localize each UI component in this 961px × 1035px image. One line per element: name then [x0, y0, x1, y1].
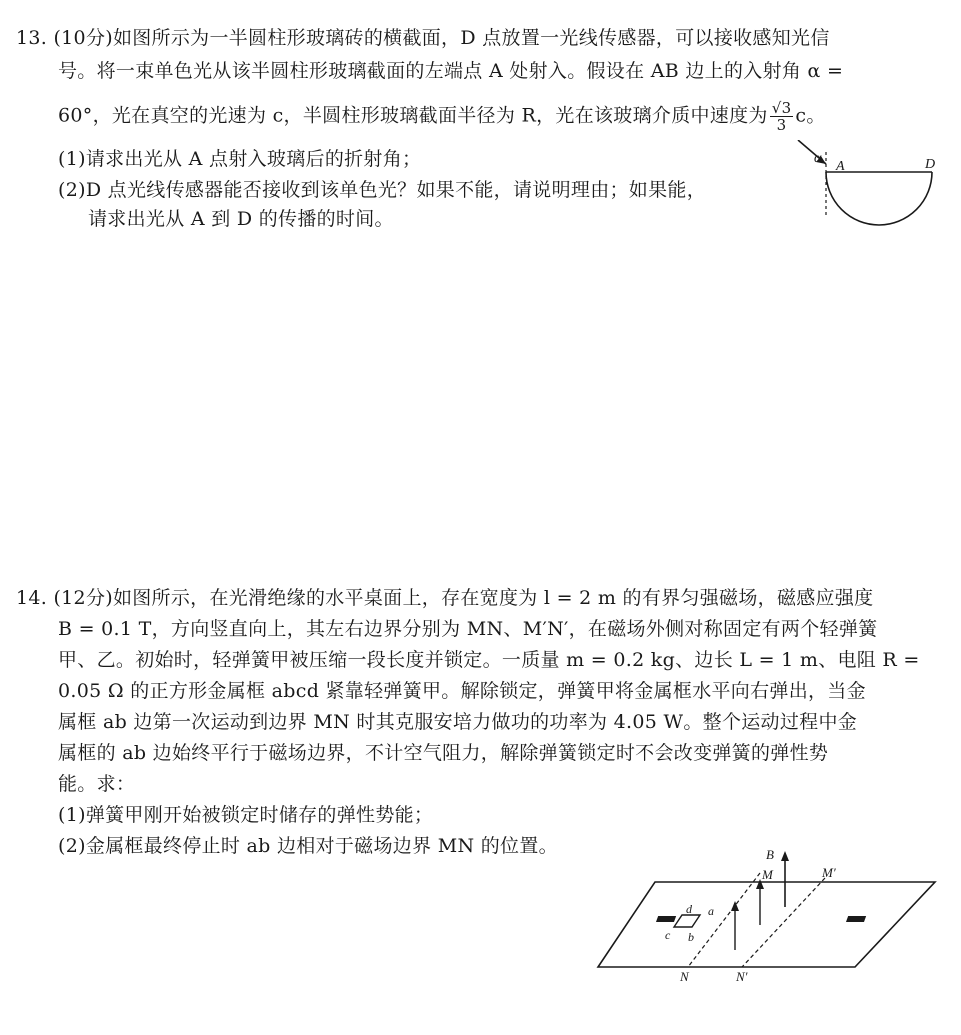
fraction-numerator: √3 [771, 99, 792, 117]
label-a-corner: a [708, 904, 714, 918]
label-m-prime: M′ [822, 865, 836, 880]
q13-semicircle-figure [770, 140, 945, 240]
field-arrowhead-b [781, 851, 789, 861]
label-n-prime: N′ [736, 969, 748, 984]
label-d-corner: d [686, 902, 692, 916]
q14-line-2: B = 0.1 T，方向竖直向上，其左右边界分别为 MN、M′N′，在磁场外侧对称固定有两个轻弹簧 [58, 618, 878, 640]
q13-line-3-text: 60°，光在真空的光速为 c，半圆柱形玻璃截面半径为 R，光在该玻璃介质中速度为 [58, 104, 768, 127]
boundary-mn [688, 873, 760, 967]
q13-line-3-end: c。 [795, 104, 826, 127]
label-d-point: D [925, 157, 936, 172]
q13-line-3 [58, 100, 826, 133]
label-n: N [680, 969, 689, 984]
label-b-corner: b [688, 930, 694, 944]
q14-subquestion-2: (2)金属框最终停止时 ab 边相对于磁场边界 MN 的位置。 [58, 835, 558, 857]
label-alpha: α [814, 151, 822, 166]
q14-line-7: 能。求： [58, 773, 136, 795]
q13-subquestion-2a: (2)D 点光线传感器能否接收到该单色光？如果不能，请说明理由；如果能， [58, 179, 706, 201]
boundary-mpnp [742, 878, 825, 967]
semicircle-arc [826, 172, 932, 225]
q13-subquestion-2b: 请求出光从 A 到 D 的传播的时间。 [88, 208, 394, 230]
label-b-field: B [766, 847, 774, 862]
label-m: M [762, 867, 773, 882]
q14-line-6: 属框的 ab 边始终平行于磁场边界，不计空气阻力，解除弹簧锁定时不会改变弹簧的弹性势 [58, 742, 829, 764]
spring-right [846, 916, 866, 922]
table-surface [598, 882, 935, 967]
q13-line-2: 号。将一束单色光从该半圆柱形玻璃截面的左端点 A 处射入。假设在 AB 边上的入射角 α = [58, 60, 844, 82]
spring-left [656, 916, 676, 922]
q14-subquestion-1: (1)弹簧甲刚开始被锁定时储存的弹性势能； [58, 804, 434, 826]
q13-line-1: 13. (10分)如图所示为一半圆柱形玻璃砖的横截面，D 点放置一光线传感器，可以接收感知光信 [16, 27, 830, 49]
q13-subquestion-1: (1)请求出光从 A 点射入玻璃后的折射角； [58, 148, 422, 170]
q14-magnetic-field-figure [590, 845, 940, 985]
q14-line-3: 甲、乙。初始时，轻弹簧甲被压缩一段长度并锁定。一质量 m = 0.2 kg、边长 L = 1 m、电阻 R = [58, 649, 920, 671]
label-c-corner: c [665, 928, 671, 942]
q14-line-5: 属框 ab 边第一次运动到边界 MN 时其克服安培力做功的功率为 4.05 W。整个运动过程中金 [58, 711, 858, 733]
label-a-point: A [836, 159, 845, 174]
fraction-denominator: 3 [776, 116, 787, 134]
speed-fraction [770, 100, 794, 133]
q14-line-4: 0.05 Ω 的正方形金属框 abcd 紧靠轻弹簧甲。解除锁定，弹簧甲将金属框水平向右弹出，当金 [58, 680, 866, 702]
q14-line-1: 14. (12分)如图所示，在光滑绝缘的水平桌面上，存在宽度为 l = 2 m 的有界匀强磁场，磁感应强度 [16, 587, 874, 609]
metal-frame-abcd [674, 915, 700, 927]
